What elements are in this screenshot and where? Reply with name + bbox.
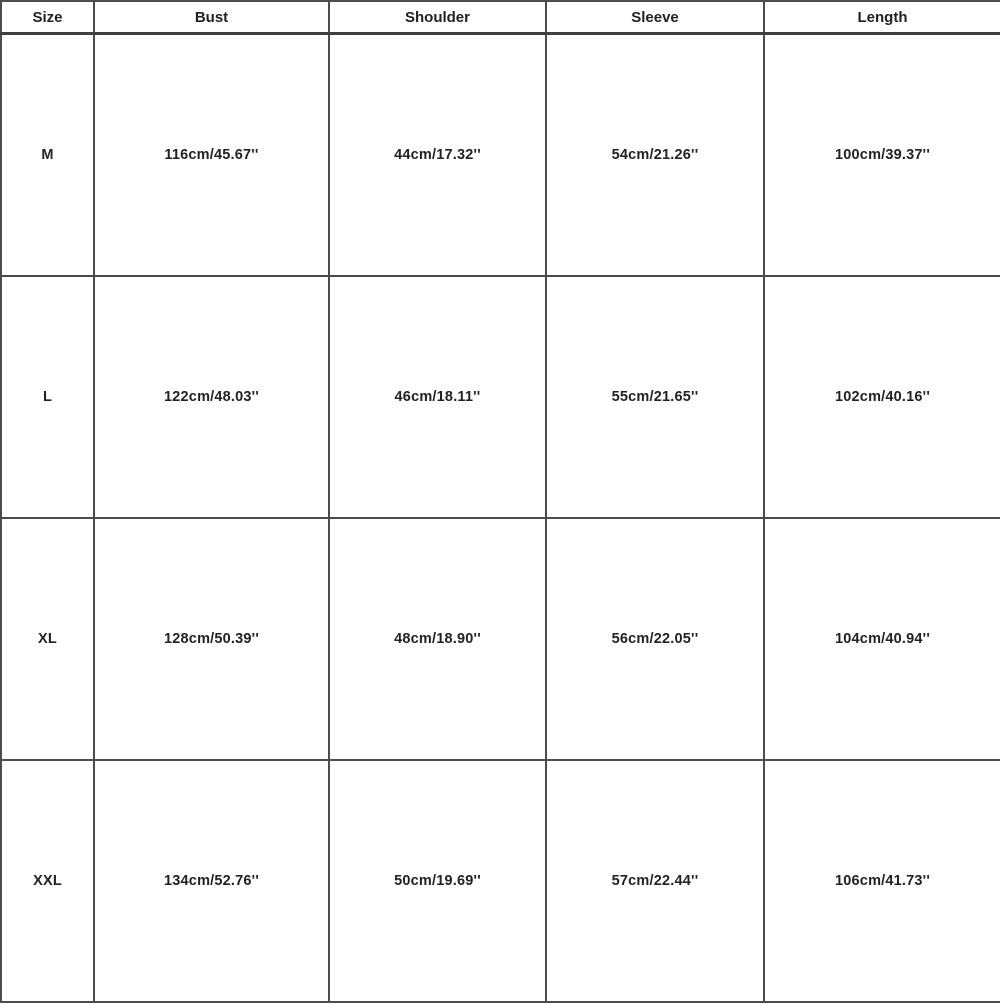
cell-bust: 122cm/48.03''	[94, 276, 329, 518]
cell-size: XXL	[1, 760, 94, 1002]
size-chart-header	[1, 1, 1000, 34]
cell-bust: 128cm/50.39''	[94, 518, 329, 760]
cell-bust: 134cm/52.76''	[94, 760, 329, 1002]
header-size: Size	[1, 1, 94, 34]
cell-size: M	[1, 34, 94, 277]
cell-sleeve: 57cm/22.44''	[546, 760, 764, 1002]
table-row	[1, 760, 1000, 1002]
header-bust: Bust	[94, 1, 329, 34]
cell-size: XL	[1, 518, 94, 760]
header-row	[1, 1, 1000, 34]
cell-shoulder: 50cm/19.69''	[329, 760, 546, 1002]
cell-size: L	[1, 276, 94, 518]
table-row	[1, 518, 1000, 760]
cell-shoulder: 44cm/17.32''	[329, 34, 546, 277]
header-length: Length	[764, 1, 1000, 34]
cell-shoulder: 46cm/18.11''	[329, 276, 546, 518]
cell-sleeve: 54cm/21.26''	[546, 34, 764, 277]
table-row	[1, 34, 1000, 277]
cell-length: 100cm/39.37''	[764, 34, 1000, 277]
cell-length: 104cm/40.94''	[764, 518, 1000, 760]
header-shoulder: Shoulder	[329, 1, 546, 34]
cell-shoulder: 48cm/18.90''	[329, 518, 546, 760]
header-sleeve: Sleeve	[546, 1, 764, 34]
cell-length: 106cm/41.73''	[764, 760, 1000, 1002]
table-row	[1, 276, 1000, 518]
size-chart-body	[1, 34, 1000, 1003]
cell-sleeve: 56cm/22.05''	[546, 518, 764, 760]
cell-sleeve: 55cm/21.65''	[546, 276, 764, 518]
cell-bust: 116cm/45.67''	[94, 34, 329, 277]
cell-length: 102cm/40.16''	[764, 276, 1000, 518]
